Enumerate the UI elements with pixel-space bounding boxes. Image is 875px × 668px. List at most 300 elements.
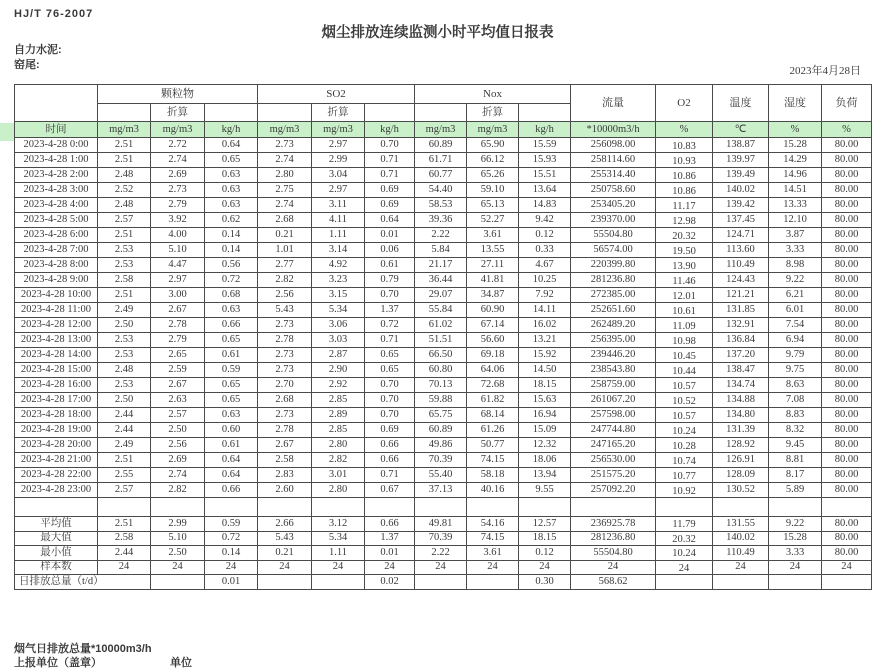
time-cell: 2023-4-28 11:00 [15, 303, 98, 318]
value-cell: 80.00 [822, 483, 872, 498]
value-cell: 24 [519, 560, 571, 575]
value-cell: 261067.20 [571, 393, 656, 408]
value-cell: 236925.78 [571, 517, 656, 532]
standard-code: HJ/T 76-2007 [14, 8, 94, 20]
value-cell: 2.97 [312, 138, 365, 153]
sub-blank [519, 104, 571, 122]
value-cell: 220399.80 [571, 258, 656, 273]
value-cell: 20.32 [656, 228, 713, 243]
value-cell: 10.25 [519, 273, 571, 288]
time-cell: 2023-4-28 20:00 [15, 438, 98, 453]
value-cell: 66.12 [467, 153, 519, 168]
data-row [15, 228, 872, 243]
value-cell: 2.58 [258, 453, 312, 468]
value-cell: 74.15 [467, 453, 519, 468]
value-cell: 138.87 [713, 138, 769, 153]
group-header-row [15, 85, 872, 104]
value-cell: 2.79 [151, 333, 205, 348]
empty-cell [571, 498, 656, 517]
empty-cell [713, 498, 769, 517]
empty-cell [519, 498, 571, 517]
sub-blank [365, 104, 415, 122]
value-cell: 2.79 [151, 198, 205, 213]
value-cell: 0.63 [205, 183, 258, 198]
value-cell: 2.22 [415, 546, 467, 561]
value-cell: 2.99 [151, 517, 205, 532]
value-cell: 2.60 [258, 483, 312, 498]
value-cell: 55.84 [415, 303, 467, 318]
value-cell: 0.66 [365, 438, 415, 453]
value-cell: 0.01 [205, 575, 258, 590]
value-cell: 2.73 [258, 363, 312, 378]
time-cell: 2023-4-28 14:00 [15, 348, 98, 363]
empty-cell [656, 498, 713, 517]
value-cell: 0.59 [205, 363, 258, 378]
value-cell: 12.10 [769, 213, 822, 228]
value-cell: 2.74 [151, 153, 205, 168]
time-cell: 2023-4-28 16:00 [15, 378, 98, 393]
value-cell: 6.01 [769, 303, 822, 318]
value-cell: 2.73 [258, 408, 312, 423]
value-cell: 256098.00 [571, 138, 656, 153]
value-cell: 2.80 [312, 483, 365, 498]
value-cell: 1.37 [365, 531, 415, 546]
value-cell: 10.77 [656, 468, 713, 483]
value-cell: 0.65 [205, 153, 258, 168]
value-cell: 252651.60 [571, 303, 656, 318]
empty-cell [769, 498, 822, 517]
data-row [15, 408, 872, 423]
value-cell: 2.63 [151, 393, 205, 408]
time-cell: 2023-4-28 8:00 [15, 258, 98, 273]
value-cell: 11.09 [656, 318, 713, 333]
value-cell: 137.45 [713, 213, 769, 228]
value-cell: 7.08 [769, 393, 822, 408]
col-header-o2: O2 [656, 85, 713, 122]
time-cell: 2023-4-28 13:00 [15, 333, 98, 348]
value-cell: 2.51 [98, 138, 151, 153]
unit-so2-conv: mg/m3 [312, 122, 365, 138]
flue-gas-total-note: 烟气日排放总量*10000m3/h [14, 643, 152, 655]
value-cell: 65.75 [415, 408, 467, 423]
empty-cell [205, 498, 258, 517]
value-cell: 128.09 [713, 468, 769, 483]
value-cell: 10.61 [656, 303, 713, 318]
value-cell: 80.00 [822, 333, 872, 348]
value-cell: 10.74 [656, 453, 713, 468]
value-cell: 80.00 [822, 153, 872, 168]
unit-o2: % [656, 122, 713, 138]
value-cell: 0.68 [205, 288, 258, 303]
value-cell: 0.65 [365, 348, 415, 363]
value-cell: 2.69 [151, 453, 205, 468]
value-cell: 131.55 [713, 517, 769, 532]
value-cell: 14.11 [519, 303, 571, 318]
time-cell: 2023-4-28 17:00 [15, 393, 98, 408]
value-cell: 70.39 [415, 453, 467, 468]
value-cell: 3.33 [769, 546, 822, 561]
value-cell: 2.52 [98, 183, 151, 198]
reporting-unit-label: 上报单位（盖章） [14, 657, 102, 668]
value-cell: 0.63 [205, 408, 258, 423]
value-cell: 59.88 [415, 393, 467, 408]
time-cell: 2023-4-28 4:00 [15, 198, 98, 213]
value-cell: 2.72 [151, 138, 205, 153]
unit-so2-kgh: kg/h [365, 122, 415, 138]
value-cell [656, 575, 713, 590]
empty-cell [415, 498, 467, 517]
value-cell: 2.49 [98, 303, 151, 318]
value-cell: 11.46 [656, 273, 713, 288]
value-cell: 80.00 [822, 273, 872, 288]
value-cell: 0.69 [365, 183, 415, 198]
value-cell: 61.26 [467, 423, 519, 438]
value-cell: 3.61 [467, 546, 519, 561]
col-header-temp: 温度 [713, 85, 769, 122]
value-cell: 0.12 [519, 228, 571, 243]
report-date: 2023年4月28日 [789, 65, 861, 77]
value-cell: 10.57 [656, 408, 713, 423]
value-cell: 3.14 [312, 243, 365, 258]
value-cell: 24 [205, 560, 258, 575]
value-cell: 2.44 [98, 423, 151, 438]
value-cell: 2.89 [312, 408, 365, 423]
time-cell: 2023-4-28 22:00 [15, 468, 98, 483]
value-cell: 3.11 [312, 198, 365, 213]
value-cell: 139.49 [713, 168, 769, 183]
unit-nox-conv: mg/m3 [467, 122, 519, 138]
value-cell: 80.00 [822, 228, 872, 243]
daily-total-row [15, 575, 872, 590]
value-cell: 3.92 [151, 213, 205, 228]
data-row [15, 273, 872, 288]
value-cell: 10.45 [656, 348, 713, 363]
value-cell: 256395.00 [571, 333, 656, 348]
data-row [15, 243, 872, 258]
value-cell: 10.24 [656, 423, 713, 438]
value-cell: 2.56 [258, 288, 312, 303]
sub-blank [258, 104, 312, 122]
unit-pm-kgh: kg/h [205, 122, 258, 138]
value-cell: 7.54 [769, 318, 822, 333]
value-cell: 0.72 [365, 318, 415, 333]
value-cell: 14.96 [769, 168, 822, 183]
value-cell: 0.64 [205, 453, 258, 468]
value-cell: 65.13 [467, 198, 519, 213]
data-row [15, 213, 872, 228]
value-cell: 3.12 [312, 517, 365, 532]
value-cell: 258759.00 [571, 378, 656, 393]
value-cell: 2.87 [312, 348, 365, 363]
value-cell: 140.02 [713, 183, 769, 198]
page-title: 烟尘排放连续监测小时平均值日报表 [321, 25, 554, 41]
value-cell: 255314.40 [571, 168, 656, 183]
value-cell: 2.73 [258, 348, 312, 363]
value-cell: 2.57 [98, 213, 151, 228]
time-cell: 2023-4-28 21:00 [15, 453, 98, 468]
value-cell: 0.64 [365, 213, 415, 228]
value-cell: 0.14 [205, 228, 258, 243]
value-cell [467, 575, 519, 590]
sub-converted-pm: 折算 [151, 104, 205, 122]
value-cell: 10.28 [656, 438, 713, 453]
time-cell: 2023-4-28 12:00 [15, 318, 98, 333]
value-cell: 0.21 [258, 228, 312, 243]
sub-converted-nox: 折算 [467, 104, 519, 122]
value-cell [258, 575, 312, 590]
value-cell: 257598.00 [571, 408, 656, 423]
value-cell: 2.74 [258, 198, 312, 213]
value-cell: 262489.20 [571, 318, 656, 333]
summary-row [15, 546, 872, 561]
value-cell: 10.24 [656, 546, 713, 561]
value-cell: 29.07 [415, 288, 467, 303]
value-cell: 2.57 [98, 483, 151, 498]
value-cell: 19.50 [656, 243, 713, 258]
value-cell: 2.67 [151, 378, 205, 393]
value-cell: 70.13 [415, 378, 467, 393]
value-cell: 3.87 [769, 228, 822, 243]
value-cell: 2.82 [258, 273, 312, 288]
value-cell: 24 [312, 560, 365, 575]
value-cell: 0.71 [365, 333, 415, 348]
value-cell: 24 [365, 560, 415, 575]
value-cell: 24 [151, 560, 205, 575]
value-cell: 58.18 [467, 468, 519, 483]
value-cell: 2.48 [98, 168, 151, 183]
value-cell: 56.60 [467, 333, 519, 348]
value-cell: 80.00 [822, 393, 872, 408]
value-cell: 3.23 [312, 273, 365, 288]
value-cell: 24 [713, 560, 769, 575]
value-cell: 2.92 [312, 378, 365, 393]
value-cell: 8.81 [769, 453, 822, 468]
value-cell: 12.32 [519, 438, 571, 453]
data-row [15, 183, 872, 198]
value-cell: 60.77 [415, 168, 467, 183]
value-cell: 0.70 [365, 393, 415, 408]
site-name: 窑尾: [14, 59, 40, 71]
value-cell: 0.66 [365, 517, 415, 532]
value-cell: 15.51 [519, 168, 571, 183]
value-cell [713, 575, 769, 590]
value-cell: 253405.20 [571, 198, 656, 213]
value-cell: 2.74 [151, 468, 205, 483]
value-cell: 0.02 [365, 575, 415, 590]
value-cell: 0.65 [365, 363, 415, 378]
value-cell: 2.78 [258, 333, 312, 348]
value-cell: 0.70 [365, 408, 415, 423]
value-cell: 2.44 [98, 408, 151, 423]
value-cell: 10.93 [656, 153, 713, 168]
value-cell: 9.55 [519, 483, 571, 498]
data-row [15, 378, 872, 393]
value-cell: 15.09 [519, 423, 571, 438]
value-cell: 2.83 [258, 468, 312, 483]
value-cell: 14.29 [769, 153, 822, 168]
value-cell: 2.73 [258, 318, 312, 333]
value-cell: 0.66 [205, 318, 258, 333]
value-cell: 128.92 [713, 438, 769, 453]
time-cell: 2023-4-28 5:00 [15, 213, 98, 228]
value-cell: 80.00 [822, 348, 872, 363]
value-cell [822, 575, 872, 590]
value-cell: 2.58 [98, 531, 151, 546]
value-cell: 34.87 [467, 288, 519, 303]
value-cell: 2.68 [258, 393, 312, 408]
value-cell: 10.98 [656, 333, 713, 348]
table-header [15, 85, 872, 138]
value-cell: 37.13 [415, 483, 467, 498]
value-cell: 136.84 [713, 333, 769, 348]
value-cell: 13.33 [769, 198, 822, 213]
value-cell: 24 [769, 560, 822, 575]
value-cell: 60.80 [415, 363, 467, 378]
monitoring-table [14, 84, 872, 590]
value-cell: 0.61 [365, 258, 415, 273]
value-cell: 2.80 [258, 168, 312, 183]
value-cell: 2.82 [312, 453, 365, 468]
value-cell: 54.40 [415, 183, 467, 198]
sub-blank [98, 104, 151, 122]
value-cell: 0.14 [205, 546, 258, 561]
table-body [15, 138, 872, 590]
value-cell: 132.91 [713, 318, 769, 333]
value-cell: 12.98 [656, 213, 713, 228]
value-cell: 80.00 [822, 378, 872, 393]
value-cell: 0.21 [258, 546, 312, 561]
value-cell: 2.51 [98, 153, 151, 168]
value-cell: 2.73 [151, 183, 205, 198]
value-cell: 5.84 [415, 243, 467, 258]
value-cell: 10.86 [656, 183, 713, 198]
value-cell: 24 [98, 560, 151, 575]
value-cell: 110.49 [713, 546, 769, 561]
value-cell: 0.61 [205, 348, 258, 363]
data-row [15, 303, 872, 318]
value-cell: 0.63 [205, 168, 258, 183]
value-cell: 80.00 [822, 531, 872, 546]
value-cell: 568.62 [571, 575, 656, 590]
value-cell: 4.11 [312, 213, 365, 228]
time-cell: 2023-4-28 9:00 [15, 273, 98, 288]
value-cell: 14.51 [769, 183, 822, 198]
value-cell: 2.70 [258, 378, 312, 393]
value-cell: 4.00 [151, 228, 205, 243]
value-cell: 3.03 [312, 333, 365, 348]
value-cell: 134.74 [713, 378, 769, 393]
value-cell: 10.92 [656, 483, 713, 498]
value-cell: 2.50 [151, 546, 205, 561]
value-cell: 65.26 [467, 168, 519, 183]
value-cell: 0.06 [365, 243, 415, 258]
unit-temp: ℃ [713, 122, 769, 138]
value-cell: 27.11 [467, 258, 519, 273]
value-cell: 0.66 [365, 453, 415, 468]
time-header-spacer [15, 85, 98, 122]
value-cell: 2.55 [98, 468, 151, 483]
value-cell: 2.67 [151, 303, 205, 318]
value-cell: 13.55 [467, 243, 519, 258]
value-cell: 3.04 [312, 168, 365, 183]
value-cell: 126.91 [713, 453, 769, 468]
value-cell: 68.14 [467, 408, 519, 423]
value-cell: 0.65 [205, 393, 258, 408]
value-cell: 24 [822, 560, 872, 575]
value-cell: 2.67 [258, 438, 312, 453]
value-cell: 250758.60 [571, 183, 656, 198]
value-cell: 0.64 [205, 138, 258, 153]
value-cell: 59.10 [467, 183, 519, 198]
group-header-so2: SO2 [258, 85, 415, 104]
value-cell: 2.51 [98, 517, 151, 532]
value-cell: 2.50 [151, 423, 205, 438]
value-cell: 2.69 [151, 168, 205, 183]
value-cell: 10.86 [656, 168, 713, 183]
value-cell: 281236.80 [571, 273, 656, 288]
value-cell: 1.11 [312, 228, 365, 243]
value-cell: 0.71 [365, 168, 415, 183]
unit-load: % [822, 122, 872, 138]
value-cell: 14.50 [519, 363, 571, 378]
value-cell: 15.63 [519, 393, 571, 408]
value-cell: 10.57 [656, 378, 713, 393]
value-cell: 0.66 [205, 483, 258, 498]
value-cell: 4.92 [312, 258, 365, 273]
value-cell: 24 [467, 560, 519, 575]
value-cell: 2.85 [312, 423, 365, 438]
time-cell: 2023-4-28 3:00 [15, 183, 98, 198]
value-cell: 69.18 [467, 348, 519, 363]
value-cell: 64.06 [467, 363, 519, 378]
value-cell: 60.89 [415, 423, 467, 438]
value-cell: 80.00 [822, 438, 872, 453]
value-cell: 16.94 [519, 408, 571, 423]
value-cell: 5.43 [258, 303, 312, 318]
value-cell: 9.75 [769, 363, 822, 378]
col-header-flow: 流量 [571, 85, 656, 122]
value-cell: 0.70 [365, 288, 415, 303]
value-cell: 10.52 [656, 393, 713, 408]
value-cell: 2.53 [98, 378, 151, 393]
value-cell: 39.36 [415, 213, 467, 228]
unit-label: 单位 [170, 657, 192, 668]
value-cell: 80.00 [822, 213, 872, 228]
value-cell: 131.85 [713, 303, 769, 318]
value-cell: 13.90 [656, 258, 713, 273]
value-cell: 24 [415, 560, 467, 575]
value-cell: 5.34 [312, 303, 365, 318]
value-cell: 11.79 [656, 517, 713, 532]
time-cell: 2023-4-28 10:00 [15, 288, 98, 303]
value-cell: 80.00 [822, 183, 872, 198]
value-cell: 2.44 [98, 546, 151, 561]
value-cell: 0.59 [205, 517, 258, 532]
unit-pm-mgm3: mg/m3 [98, 122, 151, 138]
value-cell: 0.14 [205, 243, 258, 258]
value-cell: 2.59 [151, 363, 205, 378]
value-cell: 13.94 [519, 468, 571, 483]
value-cell: 3.15 [312, 288, 365, 303]
data-row [15, 153, 872, 168]
value-cell: 2.50 [98, 318, 151, 333]
value-cell: 24 [656, 560, 713, 575]
value-cell: 80.00 [822, 138, 872, 153]
value-cell: 55504.80 [571, 546, 656, 561]
col-header-humidity: 湿度 [769, 85, 822, 122]
time-header: 时间 [15, 122, 98, 138]
value-cell: 139.42 [713, 198, 769, 213]
